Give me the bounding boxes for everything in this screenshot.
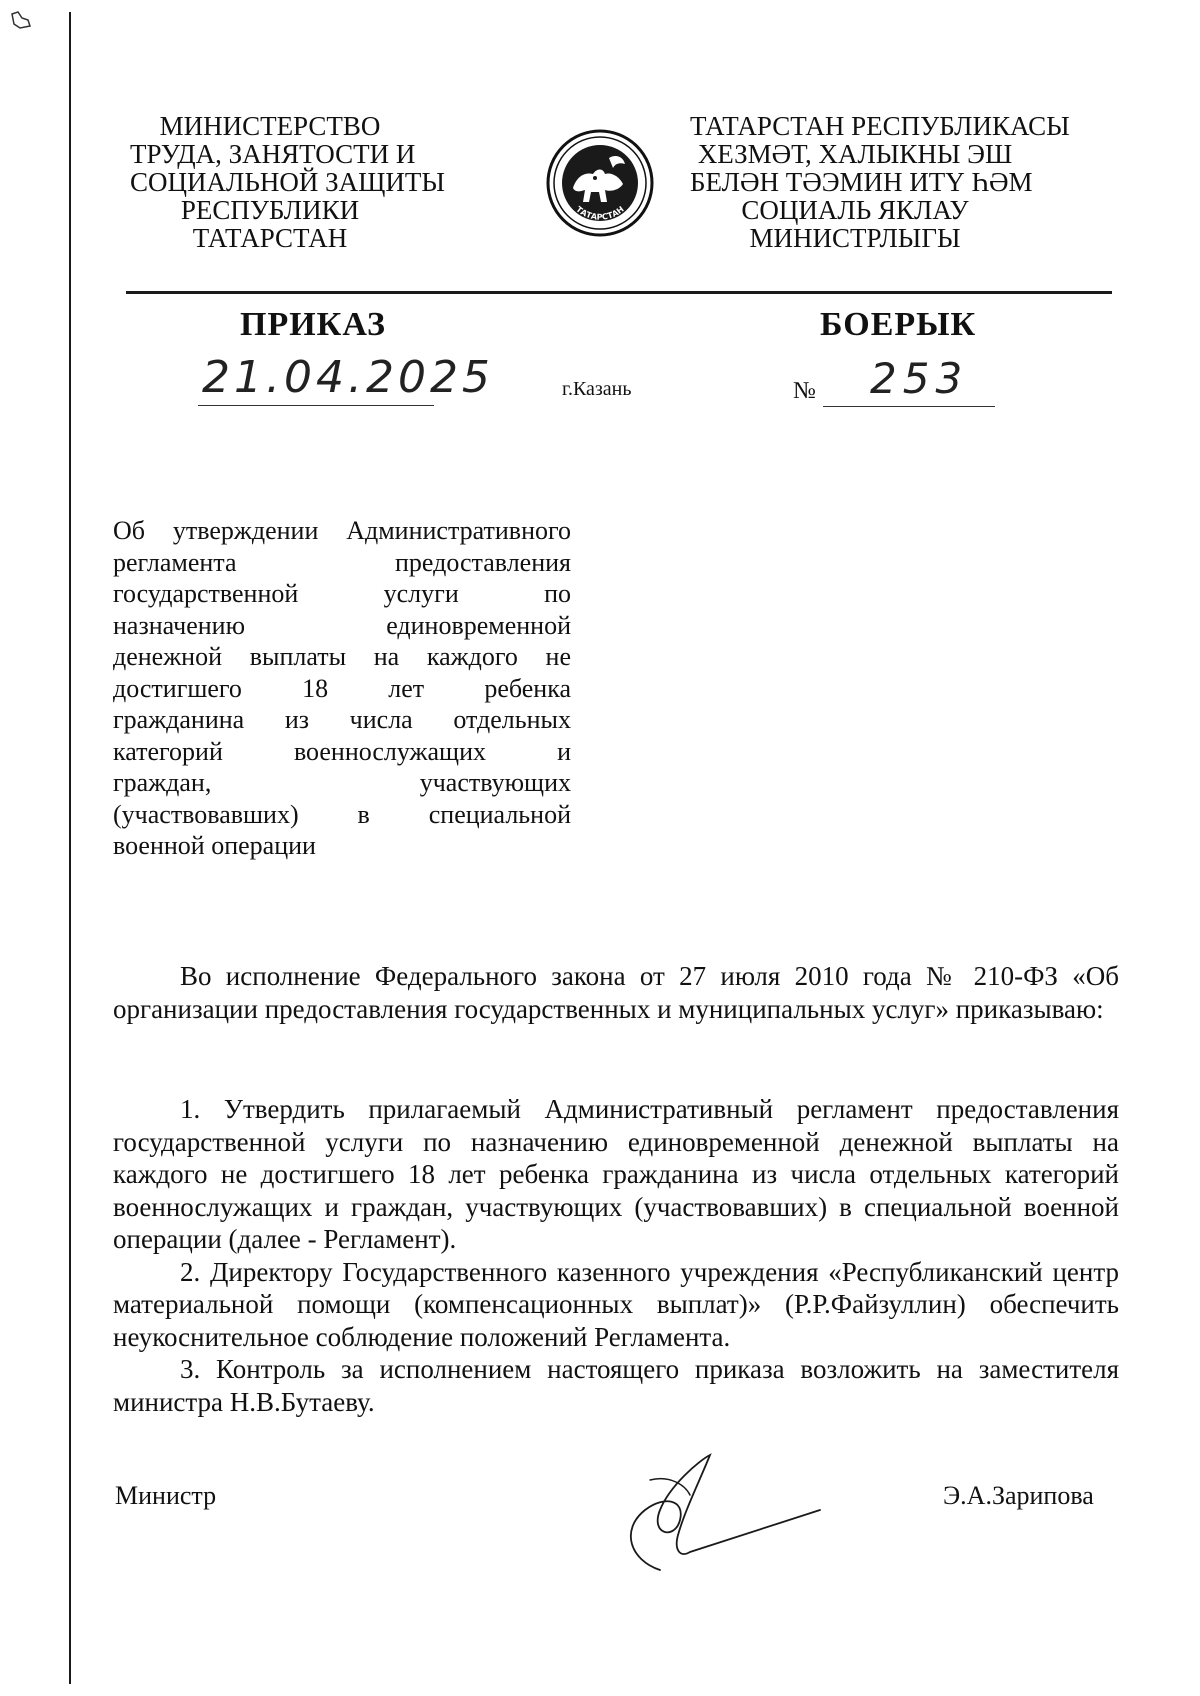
ministry-line: СОЦИАЛЬ ЯКЛАУ xyxy=(741,195,969,225)
subject-line: государственной услуги по xyxy=(113,579,571,608)
ministry-name-russian xyxy=(130,111,445,253)
subject-line: (участвовавших) в специальной xyxy=(113,799,571,829)
tatarstan-coat-of-arms-emblem xyxy=(545,128,655,238)
date-underline xyxy=(198,405,434,406)
corner-scan-mark xyxy=(8,10,34,34)
order-item: 2. Директору Государственного казенного учреждения «Республиканский центр материальной помощи (компенсационных выплат)» (Р.Р.Файзуллин) обеспечить неукоснительное соблюдение положений Регламента. xyxy=(113,1256,1119,1352)
ministry-line: ХЕЗМӘТ, ХАЛЫКНЫ ЭШ xyxy=(697,139,1013,169)
subject-line: граждан, участвующих xyxy=(113,768,571,797)
ministry-line: БЕЛӘН ТӘЭМИН ИТҮ ҺӘМ xyxy=(690,167,1033,197)
subject-line: категорий военнослужащих и xyxy=(113,736,571,766)
subject-line: денежной выплаты на каждого не xyxy=(113,642,571,671)
order-items xyxy=(113,1093,1119,1418)
order-item: 3. Контроль за исполнением настоящего приказа возложить на заместителя министра Н.В.Бутаеву. xyxy=(113,1354,1119,1417)
signatory-name: Э.А.Зарипова xyxy=(943,1481,1094,1510)
ministry-line: ТРУДА, ЗАНЯТОСТИ И xyxy=(130,139,416,169)
ministry-line: СОЦИАЛЬНОЙ ЗАЩИТЫ xyxy=(130,167,445,197)
binding-margin-line xyxy=(69,12,71,1684)
preamble-paragraph: Во исполнение Федерального закона от 27 июля 2010 года № 210-ФЗ «Об организации предоставления государственных и муниципальных услуг» приказываю: xyxy=(113,961,1119,1024)
ministry-line: ТАТАРСТАН xyxy=(192,223,348,253)
ministry-line: МИНИСТЕРСТВО xyxy=(159,111,381,141)
order-number-sign: № xyxy=(793,378,816,404)
subject-line: назначению единовременной xyxy=(113,610,571,640)
order-title-russian: ПРИКАЗ xyxy=(240,306,386,343)
subject-line: регламента предоставления xyxy=(113,547,571,577)
handwritten-signature xyxy=(590,1440,830,1600)
subject-line: военной операции xyxy=(113,831,316,860)
ministry-line: РЕСПУБЛИКИ xyxy=(180,195,360,225)
ministry-line: МИНИСТРЛЫГЫ xyxy=(749,223,961,253)
ministry-line: ТАТАРСТАН РЕСПУБЛИКАСЫ xyxy=(690,111,1070,141)
order-city: г.Казань xyxy=(562,378,632,400)
emblem-caption: ТАТАРСТАН xyxy=(574,204,626,222)
order-number-handwritten: 253 xyxy=(870,354,969,403)
ministry-name-tatar xyxy=(690,111,1070,253)
order-title-tatar: БОЕРЫК xyxy=(820,306,977,343)
subject-line: Об утверждении Административного xyxy=(113,516,571,545)
subject-line: достигшего 18 лет ребенка xyxy=(113,673,571,703)
order-item: 1. Утвердить прилагаемый Административный регламент предоставления государственной услуги по назначению единовременной денежной выплаты на каждого не достигшего 18 лет ребенка гражданина из числа отдельных категорий военнослужащих и граждан, участвующих (участвовавших) в специальной военной операции (далее - Регламент). xyxy=(113,1094,1119,1254)
order-date-handwritten: 21.04.2025 xyxy=(202,352,494,403)
header-divider xyxy=(126,291,1112,294)
order-subject xyxy=(113,515,571,862)
subject-line: гражданина из числа отдельных xyxy=(113,705,571,734)
number-underline xyxy=(823,406,995,407)
signatory-title: Министр xyxy=(115,1481,217,1510)
preamble xyxy=(113,960,1119,1025)
